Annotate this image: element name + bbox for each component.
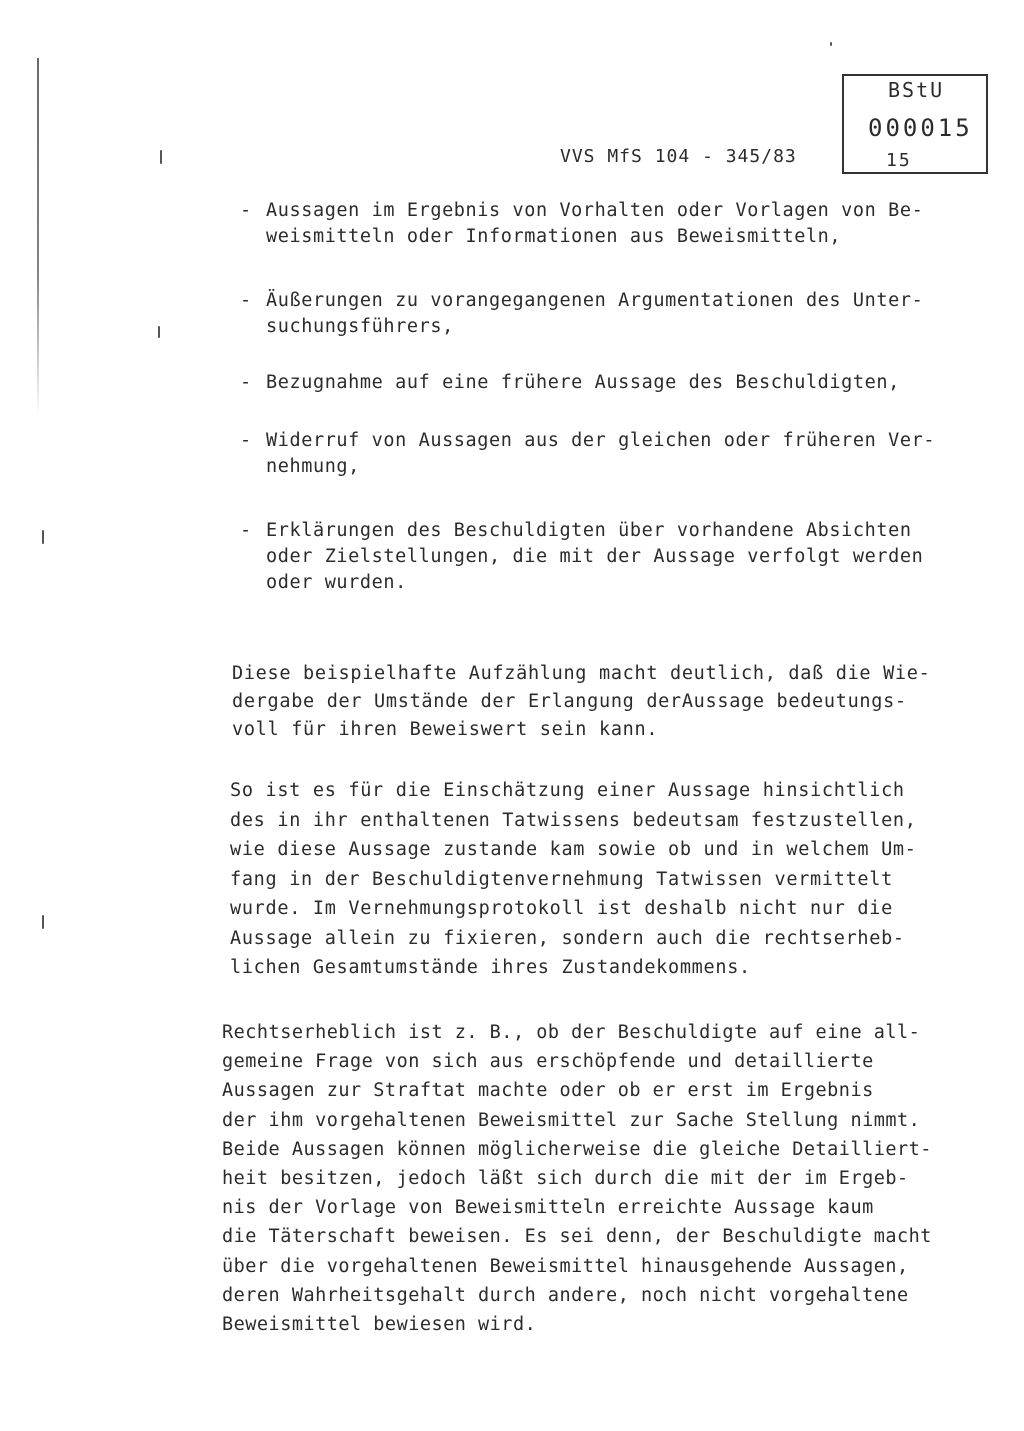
page-number: 15	[886, 150, 912, 171]
text-line: gemeine Frage von sich aus erschöpfende und detaillierte	[222, 1051, 874, 1073]
text-line: Aussage allein zu fixieren, sondern auch die rechtserheb-	[230, 927, 905, 949]
text-line: Aussagen im Ergebnis von Vorhalten oder Vorlagen von Be-	[266, 200, 924, 221]
text-line: Äußerungen zu vorangegangenen Argumentationen des Unter-	[266, 290, 924, 311]
text-line: oder wurden.	[266, 572, 407, 593]
paragraph	[232, 660, 972, 744]
text-line: dergabe der Umstände der Erlangung derAussage bedeutungs-	[232, 691, 907, 712]
text-line: So ist es für die Einschätzung einer Aussage hinsichtlich	[230, 780, 905, 801]
text-line: voll für ihren Beweiswert sein kann.	[232, 719, 659, 740]
bullet-dash: -	[240, 430, 252, 451]
text-line: Bezugnahme auf eine frühere Aussage des Beschuldigten,	[266, 372, 900, 393]
bullet-dash: -	[240, 520, 252, 541]
document-reference: VVS MfS 104 - 345/83	[560, 146, 797, 167]
list-item	[240, 198, 980, 250]
text-line: Widerruf von Aussagen aus der gleichen oder früheren Ver-	[266, 430, 936, 451]
paragraph	[222, 1018, 982, 1339]
text-line: wurde. Im Vernehmungsprotokoll ist deshalb nicht nur die	[230, 898, 893, 919]
text-line: deren Wahrheitsgehalt durch andere, noch nicht vorgehaltene	[222, 1284, 909, 1306]
text-line: heit besitzen, jedoch läßt sich durch die mit der im Ergeb-	[222, 1168, 909, 1190]
text-line: des in ihr enthaltenen Tatwissens bedeutsam festzustellen,	[230, 809, 917, 831]
bullet-dash: -	[240, 372, 252, 393]
scan-speck	[830, 42, 832, 46]
scan-speck	[160, 150, 162, 164]
list-item	[240, 370, 980, 396]
text-line: weismitteln oder Informationen aus Beweismitteln,	[266, 226, 842, 247]
bullet-list	[240, 198, 980, 593]
text-line: Aussagen zur Straftat machte oder ob er erst im Ergebnis	[222, 1080, 874, 1102]
text-line: Beide Aussagen können möglicherweise die gleiche Detailliert-	[222, 1138, 932, 1160]
text-line: Erklärungen des Beschuldigten über vorhandene Absichten	[266, 520, 912, 541]
text-line: der ihm vorgehaltenen Beweismittel zur Sache Stellung nimmt.	[222, 1109, 921, 1131]
list-item	[240, 428, 980, 480]
text-line: über die vorgehaltenen Beweismittel hinausgehende Aussagen,	[222, 1255, 909, 1277]
scan-speck	[42, 915, 44, 929]
stamp-number: 000015	[868, 114, 973, 142]
bullet-dash: -	[240, 200, 252, 221]
bullet-dash: -	[240, 290, 252, 311]
text-line: oder Zielstellungen, die mit der Aussage verfolgt werden	[266, 546, 924, 567]
scan-speck	[158, 326, 160, 338]
text-line: Rechtserheblich ist z. B., ob der Beschuldigte auf eine all-	[222, 1022, 921, 1043]
text-line: nis der Vorlage von Beweismitteln erreichte Aussage kaum	[222, 1197, 874, 1219]
scan-speck	[42, 530, 44, 544]
text-line: die Täterschaft beweisen. Es sei denn, der Beschuldigte macht	[222, 1226, 932, 1248]
margin-line	[37, 58, 39, 418]
text-line: lichen Gesamtumstände ihres Zustandekommens.	[230, 957, 751, 978]
list-item	[240, 288, 980, 340]
text-line: Beweismittel bewiesen wird.	[222, 1314, 537, 1336]
stamp-label: BStU	[888, 78, 945, 102]
list-item	[240, 518, 980, 596]
paragraph	[230, 776, 970, 983]
text-line: fang in der Beschuldigtenvernehmung Tatwissen vermittelt	[230, 868, 893, 890]
stamp-underline	[842, 172, 988, 174]
text-line: wie diese Aussage zustande kam sowie ob und in welchem Um-	[230, 839, 917, 860]
text-line: suchungsführers,	[266, 316, 454, 337]
text-line: nehmung,	[266, 456, 360, 477]
text-line: Diese beispielhafte Aufzählung macht deutlich, daß die Wie-	[232, 663, 931, 684]
